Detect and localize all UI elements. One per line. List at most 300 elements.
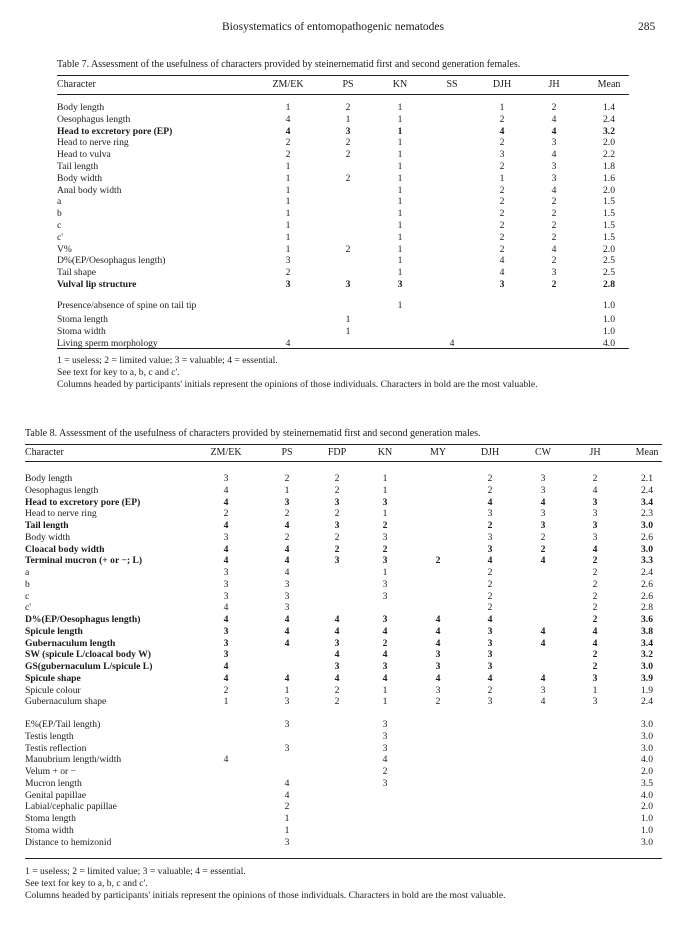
score-cell: 1: [397, 184, 403, 196]
character-name: Labial/cephalic papillae: [25, 801, 117, 813]
score-cell: 3: [592, 531, 598, 543]
score-cell: 4: [223, 543, 229, 555]
score-cell: 3: [285, 279, 291, 290]
score-cell: 3: [223, 590, 229, 602]
score-cell: 4: [540, 672, 546, 684]
score-cell: 3: [334, 496, 340, 508]
score-cell: 3: [334, 637, 340, 649]
score-cell: 4: [223, 496, 229, 508]
table8-footnote: 1 = useless; 2 = limited value; 3 = valuable; 4 = essential.: [25, 866, 246, 877]
table8-row: [0, 743, 685, 755]
score-cell: 1: [284, 824, 290, 836]
score-cell: 3: [551, 137, 557, 149]
score-cell: 4: [540, 696, 546, 708]
score-cell: 4: [449, 338, 455, 349]
character-name: c': [57, 231, 63, 243]
score-cell: 3: [334, 520, 340, 531]
score-cell: 1: [397, 196, 403, 208]
score-cell: 1: [345, 314, 351, 325]
table8-row: [0, 837, 685, 849]
score-cell: 2: [382, 637, 388, 649]
score-cell: 1: [284, 813, 290, 824]
score-cell: 3: [592, 508, 598, 520]
score-cell: 3: [551, 267, 557, 279]
mean-value: 2.2: [603, 149, 615, 161]
mean-value: 3.0: [641, 836, 653, 848]
character-name: Testis reflection: [25, 742, 87, 754]
score-cell: 1: [592, 684, 598, 696]
score-cell: 2: [487, 520, 493, 531]
score-cell: 2: [345, 102, 351, 113]
score-cell: 4: [284, 777, 290, 789]
score-cell: 2: [334, 484, 340, 496]
score-cell: 4: [551, 243, 557, 255]
score-cell: 2: [285, 267, 291, 279]
score-cell: 4: [499, 255, 505, 267]
score-cell: 2: [499, 220, 505, 231]
table7-row: [0, 267, 685, 279]
score-cell: 3: [284, 590, 290, 602]
score-cell: 3: [551, 172, 557, 184]
score-cell: 4: [284, 543, 290, 555]
score-cell: 3: [382, 614, 388, 625]
score-cell: 2: [435, 696, 441, 708]
table8-row: [0, 825, 685, 837]
score-cell: 3: [382, 590, 388, 602]
character-name: b: [57, 208, 62, 220]
score-cell: 4: [435, 637, 441, 649]
score-cell: 2: [284, 801, 290, 813]
score-cell: 2: [487, 578, 493, 590]
score-cell: 3: [223, 567, 229, 578]
score-cell: 3: [487, 543, 493, 555]
mean-value: 1.4: [603, 102, 615, 113]
table7-row: [0, 300, 685, 312]
score-cell: 4: [551, 149, 557, 161]
mean-value: 3.9: [641, 672, 653, 684]
mean-value: 3.4: [641, 496, 653, 508]
score-cell: 3: [382, 730, 388, 742]
score-cell: 1: [284, 484, 290, 496]
character-name: SW (spicule L/cloacal body W): [25, 649, 151, 661]
score-cell: 2: [592, 578, 598, 590]
mean-value: 2.1: [641, 473, 653, 484]
table8-col-header: Mean: [635, 447, 659, 458]
mean-value: 3.5: [641, 777, 653, 789]
score-cell: 3: [334, 661, 340, 672]
score-cell: 4: [284, 637, 290, 649]
table8-col-header: MY: [429, 447, 447, 458]
table8-row: [0, 685, 685, 697]
mean-value: 2.5: [603, 267, 615, 279]
score-cell: 4: [284, 520, 290, 531]
character-name: Living sperm morphology: [57, 338, 158, 349]
score-cell: 3: [382, 496, 388, 508]
table8-col-header: FDP: [327, 447, 347, 458]
score-cell: 4: [435, 614, 441, 625]
table8-row: [0, 532, 685, 544]
mean-value: 2.4: [641, 484, 653, 496]
table8-row: [0, 473, 685, 485]
score-cell: 2: [487, 484, 493, 496]
score-cell: 1: [382, 696, 388, 708]
score-cell: 3: [223, 578, 229, 590]
table7-col-header: PS: [342, 79, 354, 90]
score-cell: 3: [487, 649, 493, 661]
score-cell: 3: [223, 637, 229, 649]
score-cell: 1: [345, 326, 351, 337]
score-cell: 4: [435, 625, 441, 637]
score-cell: 3: [345, 279, 351, 290]
table7-row: [0, 279, 685, 291]
character-name: Tail length: [25, 520, 69, 531]
table7-col-header: Mean: [597, 79, 621, 90]
table8-row: [0, 591, 685, 603]
score-cell: 4: [285, 338, 291, 349]
score-cell: 4: [285, 113, 291, 125]
table8-row: [0, 778, 685, 790]
score-cell: 2: [592, 649, 598, 661]
score-cell: 3: [487, 637, 493, 649]
table8-row: [0, 485, 685, 497]
score-cell: 4: [223, 661, 229, 672]
score-cell: 3: [540, 520, 546, 531]
score-cell: 4: [540, 637, 546, 649]
score-cell: 3: [284, 719, 290, 730]
table7-row: [0, 314, 685, 326]
character-name: Spicule length: [25, 625, 83, 637]
mean-value: 1.5: [603, 208, 615, 220]
mean-value: 3.4: [641, 637, 653, 649]
score-cell: 1: [397, 208, 403, 220]
score-cell: 3: [592, 696, 598, 708]
table8-col-header: DJH: [480, 447, 500, 458]
score-cell: 2: [285, 137, 291, 149]
score-cell: 3: [284, 578, 290, 590]
character-name: Spicule shape: [25, 672, 81, 684]
character-name: Genital papillae: [25, 789, 87, 801]
score-cell: 4: [592, 637, 598, 649]
score-cell: 3: [435, 684, 441, 696]
character-name: Vulval lip structure: [57, 279, 137, 290]
mean-value: 3.3: [641, 555, 653, 567]
character-name: Manubrium length/width: [25, 754, 122, 766]
score-cell: 4: [284, 625, 290, 637]
table7-row: [0, 208, 685, 220]
mean-value: 1.0: [603, 300, 615, 311]
score-cell: 2: [551, 196, 557, 208]
score-cell: 1: [285, 102, 291, 113]
character-name: a: [57, 196, 62, 208]
page-number: 285: [638, 21, 656, 33]
score-cell: 3: [382, 555, 388, 567]
table8-row: [0, 567, 685, 579]
score-cell: 1: [382, 508, 388, 520]
character-name: Stoma length: [57, 314, 108, 325]
mean-value: 1.0: [641, 813, 653, 824]
mean-value: 4.0: [603, 338, 615, 349]
mean-value: 2.8: [603, 279, 615, 290]
score-cell: 3: [435, 661, 441, 672]
score-cell: 1: [285, 243, 291, 255]
table7-row: [0, 102, 685, 114]
character-name: c': [25, 602, 31, 614]
table8-row: [0, 579, 685, 591]
character-name: Gubernaculum length: [25, 637, 116, 649]
mean-value: 4.0: [641, 789, 653, 801]
mean-value: 2.0: [603, 137, 615, 149]
character-name: Terminal mucron (+ or −; L): [25, 555, 143, 567]
score-cell: 2: [499, 113, 505, 125]
table7-row: [0, 161, 685, 173]
character-name: Tail shape: [57, 267, 97, 279]
character-name: Oesophagus length: [57, 113, 131, 125]
score-cell: 1: [285, 172, 291, 184]
table7-row: [0, 173, 685, 185]
table8-row: [0, 813, 685, 825]
character-name: GS(gubernaculum L/spicule L): [25, 661, 153, 672]
table7-col-header: Character: [57, 79, 96, 90]
score-cell: 3: [592, 672, 598, 684]
score-cell: 4: [382, 625, 388, 637]
mean-value: 3.0: [641, 543, 653, 555]
character-name: Oesophagus length: [25, 484, 99, 496]
table7-footnote: Columns headed by participants' initials represent the opinions of those individuals. Characters in bold are the most valuable.: [57, 379, 538, 390]
character-name: Body length: [25, 473, 73, 484]
score-cell: 3: [487, 531, 493, 543]
score-cell: 2: [499, 137, 505, 149]
table7-row: [0, 255, 685, 267]
table8-row: [0, 673, 685, 685]
table7-row: [0, 114, 685, 126]
table7-col-header: KN: [392, 79, 408, 90]
score-cell: 2: [334, 508, 340, 520]
score-cell: 2: [551, 220, 557, 231]
mean-value: 3.0: [641, 742, 653, 754]
character-name: Presence/absence of spine on tail tip: [57, 300, 197, 311]
score-cell: 2: [334, 531, 340, 543]
mean-value: 1.5: [603, 231, 615, 243]
score-cell: 2: [223, 508, 229, 520]
table7-row: [0, 137, 685, 149]
score-cell: 3: [223, 531, 229, 543]
score-cell: 3: [540, 508, 546, 520]
table8-row: [0, 544, 685, 556]
character-name: D%(EP/Oesophagus length): [25, 614, 141, 625]
score-cell: 2: [499, 184, 505, 196]
score-cell: 4: [223, 614, 229, 625]
score-cell: 3: [223, 473, 229, 484]
score-cell: 3: [334, 555, 340, 567]
score-cell: 4: [551, 125, 557, 137]
character-name: Head to excretory pore (EP): [57, 125, 173, 137]
table8-row: [0, 801, 685, 813]
table8-row: [0, 497, 685, 509]
character-name: Head to nerve ring: [25, 508, 97, 520]
mean-value: 3.0: [641, 520, 653, 531]
table8-row: [0, 790, 685, 802]
character-name: Tail length: [57, 161, 99, 172]
table8-row: [0, 520, 685, 532]
score-cell: 2: [551, 208, 557, 220]
table8-row: [0, 766, 685, 778]
score-cell: 1: [382, 684, 388, 696]
character-name: E%(EP/Tail length): [25, 719, 101, 730]
score-cell: 4: [435, 672, 441, 684]
score-cell: 2: [382, 543, 388, 555]
table8-col-header: PS: [281, 447, 293, 458]
character-name: c: [57, 220, 62, 231]
score-cell: 1: [397, 102, 403, 113]
score-cell: 3: [540, 684, 546, 696]
mean-value: 1.5: [603, 196, 615, 208]
score-cell: 2: [334, 473, 340, 484]
table7-row: [0, 326, 685, 338]
score-cell: 2: [382, 520, 388, 531]
score-cell: 4: [487, 614, 493, 625]
page-header: [0, 0, 685, 40]
score-cell: 3: [382, 578, 388, 590]
character-name: Head to excretory pore (EP): [25, 496, 141, 508]
running-title: Biosystematics of entomopathogenic nematodes: [222, 21, 444, 33]
table8-row: [0, 696, 685, 708]
table8-row: [0, 555, 685, 567]
score-cell: 3: [540, 484, 546, 496]
score-cell: 2: [551, 255, 557, 267]
table8-col-header: KN: [377, 447, 393, 458]
mean-value: 4.0: [641, 754, 653, 766]
table8-row: [0, 508, 685, 520]
mean-value: 1.9: [641, 684, 653, 696]
character-name: Distance to hemizonid: [25, 836, 112, 848]
score-cell: 2: [334, 696, 340, 708]
score-cell: 2: [334, 684, 340, 696]
score-cell: 1: [397, 220, 403, 231]
score-cell: 4: [382, 672, 388, 684]
score-cell: 1: [499, 172, 505, 184]
score-cell: 4: [223, 672, 229, 684]
score-cell: 4: [382, 754, 388, 766]
table7-row: [0, 338, 685, 350]
character-name: Gubernaculum shape: [25, 696, 107, 708]
mean-value: 3.8: [641, 625, 653, 637]
table8-caption: Table 8. Assessment of the usefulness of characters provided by steinernematid first and second generation males.: [25, 428, 481, 439]
character-name: Body length: [57, 102, 105, 113]
table8-row: [0, 731, 685, 743]
score-cell: 2: [499, 243, 505, 255]
score-cell: 2: [551, 231, 557, 243]
score-cell: 3: [284, 836, 290, 848]
score-cell: 2: [487, 590, 493, 602]
table7-row: [0, 232, 685, 244]
score-cell: 3: [345, 125, 351, 137]
score-cell: 2: [499, 161, 505, 172]
score-cell: 2: [285, 149, 291, 161]
score-cell: 4: [551, 184, 557, 196]
score-cell: 4: [285, 125, 291, 137]
table8-row: [0, 661, 685, 673]
score-cell: 2: [223, 684, 229, 696]
mean-value: 3.6: [641, 614, 653, 625]
score-cell: 3: [487, 625, 493, 637]
character-name: Mucron length: [25, 777, 82, 789]
score-cell: 4: [284, 672, 290, 684]
table7-caption: Table 7. Assessment of the usefulness of characters provided by steinernematid first and second generation females.: [57, 59, 521, 70]
score-cell: 2: [592, 473, 598, 484]
score-cell: 1: [397, 161, 403, 172]
score-cell: 3: [284, 742, 290, 754]
score-cell: 3: [540, 473, 546, 484]
score-cell: 4: [540, 496, 546, 508]
character-name: Head to nerve ring: [57, 137, 129, 149]
score-cell: 2: [499, 196, 505, 208]
character-name: Body width: [57, 172, 103, 184]
score-cell: 2: [345, 172, 351, 184]
score-cell: 1: [382, 567, 388, 578]
score-cell: 1: [397, 149, 403, 161]
score-cell: 1: [397, 255, 403, 267]
mean-value: 2.4: [641, 567, 653, 578]
table7-header-rule: [57, 94, 629, 95]
score-cell: 1: [397, 231, 403, 243]
table8-top-rule: [25, 444, 662, 445]
mean-value: 3.2: [603, 125, 615, 137]
mean-value: 2.4: [641, 696, 653, 708]
score-cell: 1: [285, 208, 291, 220]
table8-col-header: Character: [25, 447, 64, 458]
score-cell: 2: [592, 567, 598, 578]
table7-row: [0, 185, 685, 197]
table7-row: [0, 196, 685, 208]
score-cell: 2: [592, 590, 598, 602]
score-cell: 3: [487, 508, 493, 520]
table8-bottom-rule: [25, 858, 662, 859]
table8-col-header: CW: [534, 447, 552, 458]
character-name: Velum + or −: [25, 766, 77, 777]
score-cell: 4: [223, 555, 229, 567]
mean-value: 2.8: [641, 602, 653, 614]
score-cell: 1: [397, 172, 403, 184]
table7-col-header: JH: [548, 79, 560, 90]
table7-top-rule: [57, 75, 629, 76]
score-cell: 4: [540, 555, 546, 567]
score-cell: 1: [285, 220, 291, 231]
score-cell: 4: [487, 496, 493, 508]
score-cell: 2: [284, 473, 290, 484]
score-cell: 3: [487, 661, 493, 672]
score-cell: 2: [284, 531, 290, 543]
score-cell: 2: [435, 555, 441, 567]
score-cell: 4: [592, 543, 598, 555]
table7-col-header: ZM/EK: [272, 79, 304, 90]
score-cell: 1: [382, 484, 388, 496]
score-cell: 3: [382, 742, 388, 754]
score-cell: 4: [223, 520, 229, 531]
score-cell: 3: [223, 625, 229, 637]
score-cell: 1: [397, 267, 403, 279]
score-cell: 3: [382, 661, 388, 672]
score-cell: 3: [551, 161, 557, 172]
character-name: Testis length: [25, 730, 74, 742]
score-cell: 2: [345, 137, 351, 149]
score-cell: 4: [223, 602, 229, 614]
score-cell: 2: [592, 614, 598, 625]
score-cell: 1: [397, 113, 403, 125]
score-cell: 1: [499, 102, 505, 113]
mean-value: 3.0: [641, 661, 653, 672]
mean-value: 1.0: [641, 824, 653, 836]
character-name: Cloacal body width: [25, 543, 105, 555]
